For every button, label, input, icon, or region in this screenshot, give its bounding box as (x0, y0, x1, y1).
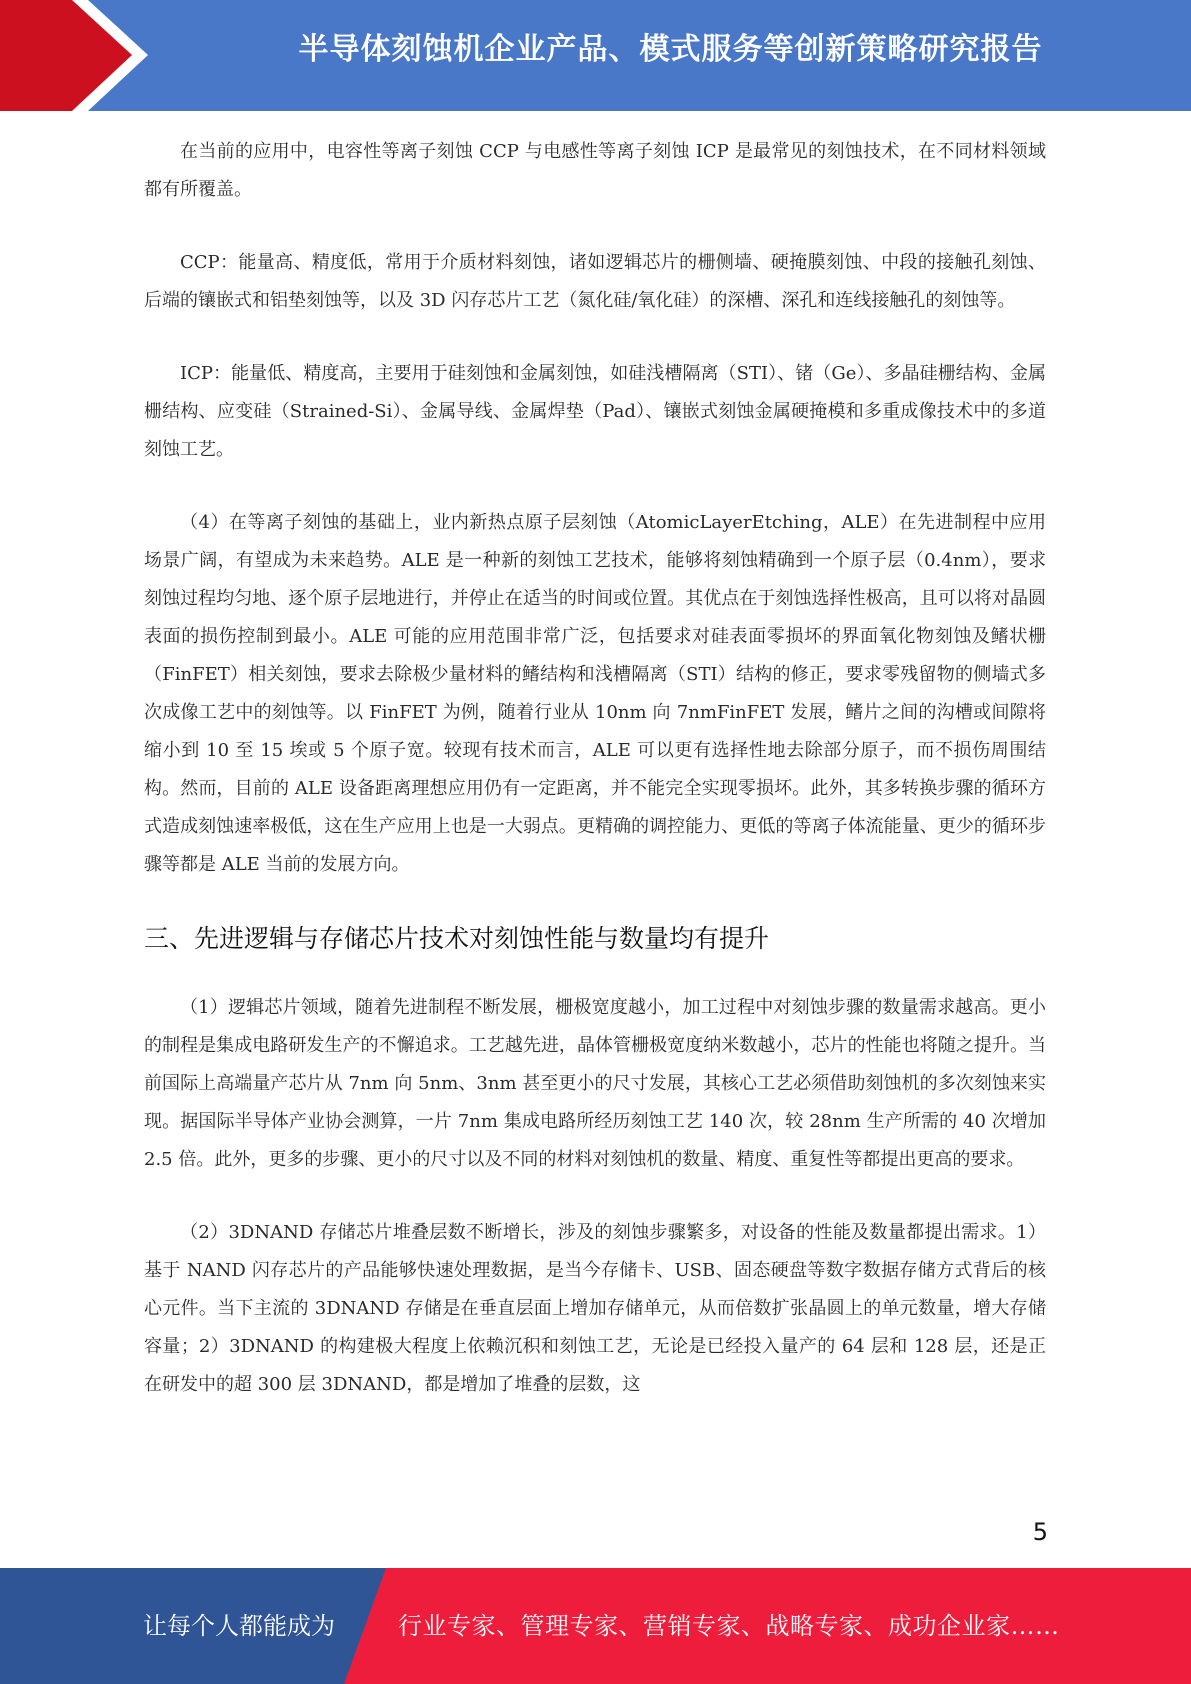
footer-slogan-right: 行业专家、管理专家、营销专家、战略专家、成功企业家…… (398, 1612, 1060, 1640)
document-body (144, 133, 1046, 1439)
footer-banner (0, 1568, 1191, 1684)
paragraph-icp: ICP：能量低、精度高，主要用于硅刻蚀和金属刻蚀，如硅浅槽隔离（STI）、锗（Ge）、多晶硅栅结构、金属栅结构、应变硅（Strained-Si）、金属导线、金属焊垫（Pad）、镶嵌式刻蚀金属硬掩模和多重成像技术中的多道刻蚀工艺。 (144, 363, 1046, 460)
section-heading: 三、先进逻辑与存储芯片技术对刻蚀性能与数量均有提升 (144, 924, 770, 953)
paragraph-ccp-icp-intro: 在当前的应用中，电容性等离子刻蚀 CCP 与电感性等离子刻蚀 ICP 是最常见的刻蚀技术，在不同材料领域都有所覆盖。 (144, 141, 1046, 200)
paragraph-logic-chip: （1）逻辑芯片领域，随着先进制程不断发展，栅极宽度越小，加工过程中对刻蚀步骤的数量需求越高。更小的制程是集成电路研发生产的不懈追求。工艺越先进，晶体管栅极宽度纳米数越小，芯片的性能也将随之提升。当前国际上高端量产芯片从 7nm 向 5nm、3nm 甚至更小的尺寸发展，其核心工艺必须借助刻蚀机的多次刻蚀来实现。据国际半导体产业协会测算，一片 7nm 集成电路所经历刻蚀工艺 140 次，较 28nm 生产所需的 40 次增加 2.5 倍。此外，更多的步骤、更小的尺寸以及不同的材料对刻蚀机的数量、精度、重复性等都提出更高的要求。 (144, 997, 1046, 1170)
page-number: 5 (1032, 1518, 1048, 1546)
header-red-arrow-decoration (0, 0, 150, 111)
document-title: 半导体刻蚀机企业产品、模式服务等创新策略研究报告 (298, 32, 1043, 67)
footer-slogan-left: 让每个人都能成为 (143, 1612, 335, 1640)
paragraph-ccp: CCP：能量高、精度低，常用于介质材料刻蚀，诸如逻辑芯片的栅侧墙、硬掩膜刻蚀、中段的接触孔刻蚀、后端的镶嵌式和铝垫刻蚀等，以及 3D 闪存芯片工艺（氮化硅/氧化硅）的深槽、深孔和连线接触孔的刻蚀等。 (144, 252, 1046, 311)
header-banner (0, 0, 1191, 111)
paragraph-ale: （4）在等离子刻蚀的基础上，业内新热点原子层刻蚀（AtomicLayerEtching，ALE）在先进制程中应用场景广阔，有望成为未来趋势。ALE 是一种新的刻蚀工艺技术，能够将刻蚀精确到一个原子层（0.4nm），要求刻蚀过程均匀地、逐个原子层地进行，并停止在适当的时间或位置。其优点在于刻蚀选择性极高，且可以将对晶圆表面的损伤控制到最小。ALE 可能的应用范围非常广泛，包括要求对硅表面零损坏的界面氧化物刻蚀及鳍状栅（FinFET）相关刻蚀，要求去除极少量材料的鳍结构和浅槽隔离（STI）结构的修正，要求零残留物的侧墙式多次成像工艺中的刻蚀等。以 FinFET 为例，随着行业从 10nm 向 7nmFinFET 发展，鳍片之间的沟槽或间隙将缩小到 10 至 15 埃或 5 个原子宽。较现有技术而言，ALE 可以更有选择性地去除部分原子，而不损伤周围结构。然而，目前的 ALE 设备距离理想应用仍有一定距离，并不能完全实现零损坏。此外，其多转换步骤的循环方式造成刻蚀速率极低，这在生产应用上也是一大弱点。更精确的调控能力、更低的等离子体流能量、更少的循环步骤等都是 ALE 当前的发展方向。 (144, 512, 1046, 875)
paragraph-3dnand: （2）3DNAND 存储芯片堆叠层数不断增长，涉及的刻蚀步骤繁多，对设备的性能及数量都提出需求。1）基于 NAND 闪存芯片的产品能够快速处理数据，是当今存储卡、USB、固态硬盘等数字数据存储方式背后的核心元件。当下主流的 3DNAND 存储是在垂直层面上增加存储单元，从而倍数扩张晶圆上的单元数量，增大存储容量；2）3DNAND 的构建极大程度上依赖沉积和刻蚀工艺，无论是已经投入量产的 64 层和 128 层，还是正在研发中的超 300 层 3DNAND，都是增加了堆叠的层数，这 (144, 1222, 1046, 1395)
